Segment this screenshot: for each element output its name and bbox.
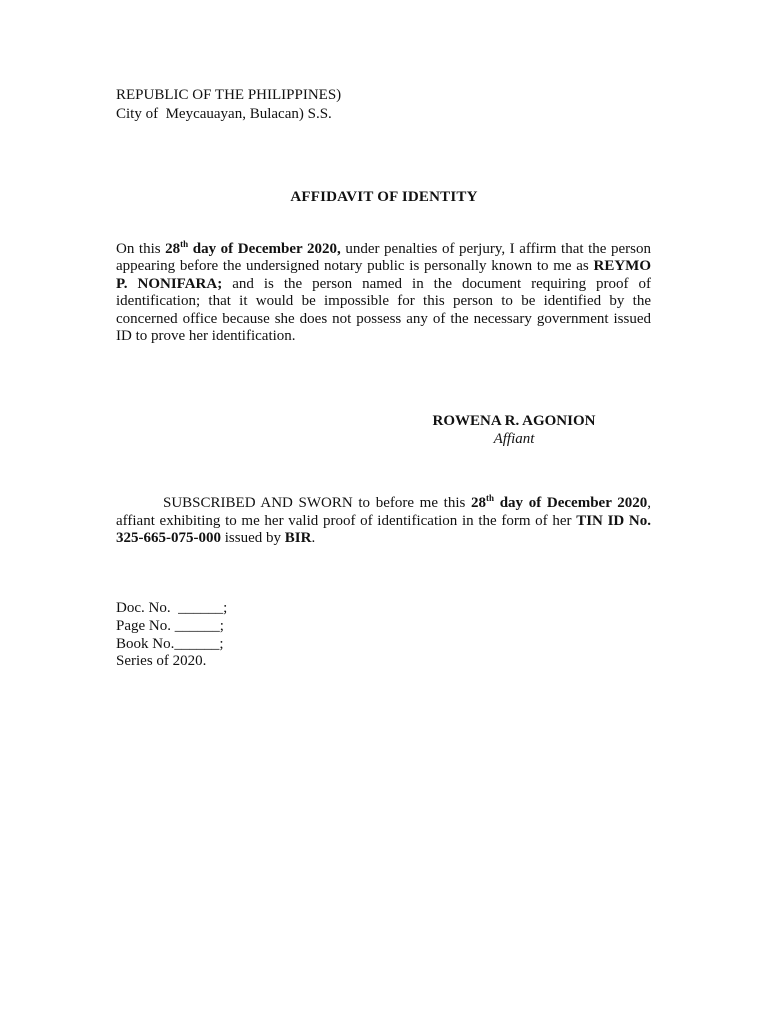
book-number-line: Book No.______; <box>116 635 224 652</box>
venue-caption <box>116 86 341 124</box>
jurat-day-number: 28 <box>471 495 487 511</box>
id-text: TIN ID No. 325-665-075-000 <box>116 512 652 547</box>
affiant-name: ROWENA R. AGONION <box>432 413 596 429</box>
jurat-text-1: SUBSCRIBED AND SWORN to before me this <box>163 495 472 511</box>
affirmation-paragraph <box>116 241 651 345</box>
affiant-role: Affiant <box>493 431 535 447</box>
affiant-signature-block <box>414 412 614 448</box>
jurat-text-2: , affiant exhibiting to me her valid proof of identification in the form of her <box>116 495 651 529</box>
page-number-line: Page No. ______; <box>116 617 224 634</box>
document-title: AFFIDAVIT OF IDENTITY <box>290 189 478 205</box>
body-date-rest: day of December 2020, <box>188 241 341 257</box>
jurat-day-suffix: th <box>486 493 495 503</box>
jurat-date-rest: day of December 2020 <box>494 495 648 511</box>
jurat-text-4: . <box>311 530 316 547</box>
issuer: BIR <box>284 530 312 547</box>
person-name: REYMO P. NONIFARA; <box>116 258 651 292</box>
caption-republic-line: REPUBLIC OF THE PHILIPPINES) <box>116 87 342 103</box>
doc-number-line: Doc. No. ______; <box>116 600 228 616</box>
jurat-text-3: issued by <box>221 530 285 547</box>
jurat-paragraph <box>116 495 651 548</box>
body-text-1: On this <box>116 241 166 257</box>
body-text-3: and is the person named in the document requiring proof of identification; that it would be impossible for this person to be identified by the concerned office because she does not possess any of the necessary government issued ID to prove her identification. <box>116 275 652 345</box>
body-date <box>165 241 341 257</box>
body-day-number: 28 <box>165 241 181 257</box>
series-line: Series of 2020. <box>116 653 207 670</box>
notarial-register-block <box>116 600 227 671</box>
jurat-date <box>471 495 647 511</box>
caption-city-line: City of Meycauayan, Bulacan) S.S. <box>116 106 332 122</box>
body-day-suffix: th <box>180 239 189 249</box>
body-text-2: under penalties of perjury, I affirm that the person appearing before the undersigned notary public is personally known to me as <box>116 241 651 275</box>
